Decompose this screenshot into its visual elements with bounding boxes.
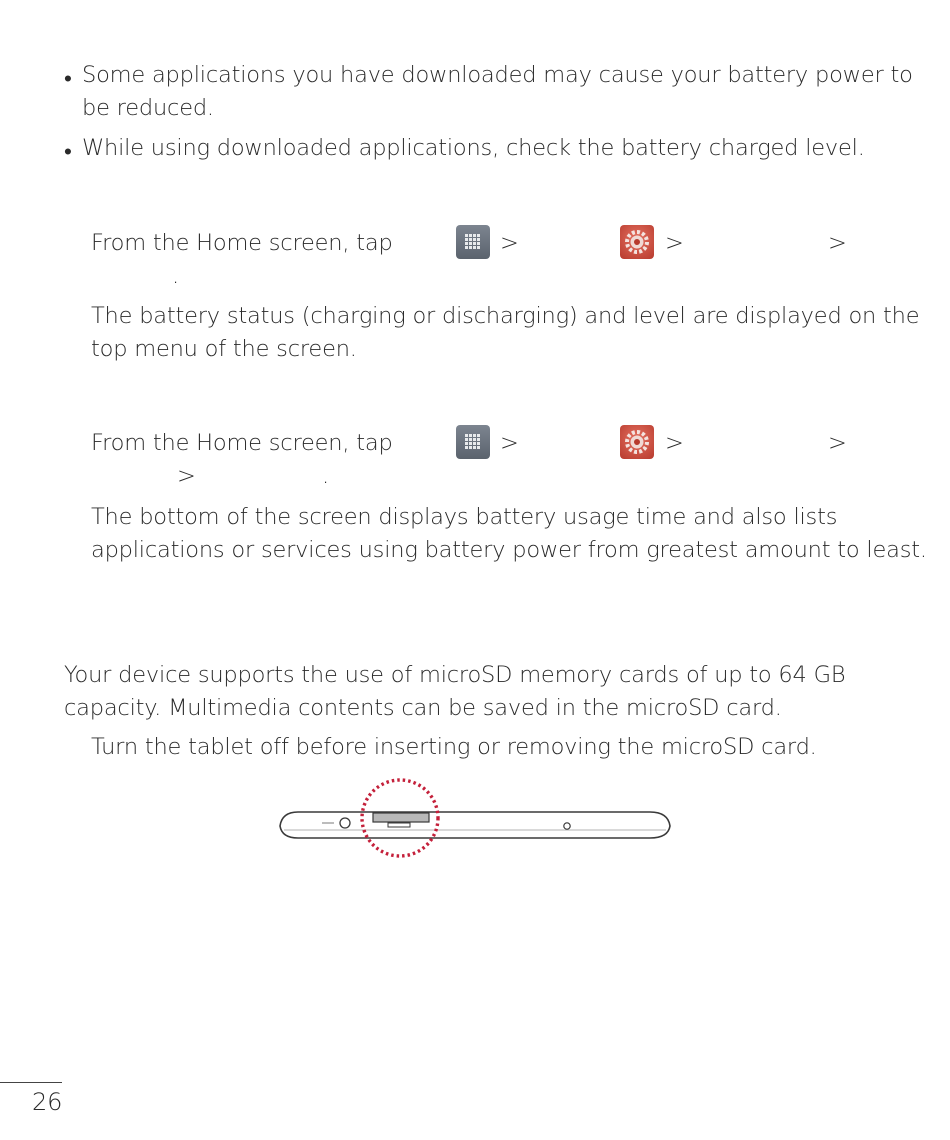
- headphone-jack: [340, 818, 350, 828]
- microsd-slot: [388, 823, 410, 827]
- tablet-body: [280, 812, 670, 838]
- breadcrumb-separator: >: [828, 430, 847, 456]
- battery-usage-note-line-2: applications or services using battery power from greatest amount to least.: [91, 537, 927, 563]
- microsd-note: Turn the tablet off before inserting or removing the microSD card.: [91, 734, 817, 760]
- battery-status-note-line-1: The battery status (charging or discharging) and level are displayed on the: [91, 303, 920, 329]
- breadcrumb-separator: >: [665, 230, 684, 256]
- apps-grid-icon: [456, 425, 490, 459]
- settings-gear-icon: [620, 225, 654, 259]
- battery-status-step-lead: From the Home screen, tap: [91, 230, 393, 256]
- settings-gear-icon: [620, 425, 654, 459]
- battery-usage-step-trail: .: [322, 463, 329, 489]
- apps-grid-icon: [456, 225, 490, 259]
- microsd-paragraph-line-2: capacity. Multimedia contents can be saved in the microSD card.: [64, 695, 782, 721]
- battery-usage-note-line-1: The bottom of the screen displays battery usage time and also lists: [91, 504, 838, 530]
- page-number: 26: [32, 1088, 63, 1116]
- battery-status-step-trail: .: [172, 263, 179, 289]
- bullet-dot: •: [64, 139, 72, 165]
- battery-usage-step-lead: From the Home screen, tap: [91, 430, 393, 456]
- breadcrumb-separator: >: [665, 430, 684, 456]
- breadcrumb-separator: >: [500, 230, 519, 256]
- bullet-dot: •: [64, 66, 72, 92]
- breadcrumb-separator: >: [828, 230, 847, 256]
- microsd-slot-cover: [373, 813, 429, 822]
- microphone-hole: [564, 823, 570, 829]
- microsd-paragraph-line-1: Your device supports the use of microSD memory cards of up to 64 GB: [64, 662, 846, 688]
- footer-rule: [0, 1082, 62, 1083]
- tablet-edge-illustration: [270, 770, 680, 870]
- breadcrumb-separator: >: [500, 430, 519, 456]
- bullet-2-line-1: While using downloaded applications, check the battery charged level.: [82, 135, 865, 161]
- bullet-1-line-1: Some applications you have downloaded may cause your battery power to: [82, 62, 913, 88]
- bullet-1-line-2: be reduced.: [82, 95, 214, 121]
- breadcrumb-separator: >: [177, 463, 196, 489]
- battery-status-note-line-2: top menu of the screen.: [91, 336, 357, 362]
